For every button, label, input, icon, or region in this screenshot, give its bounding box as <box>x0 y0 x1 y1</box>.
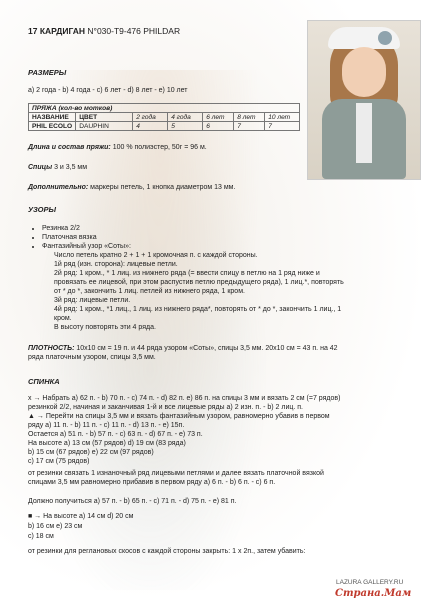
yarn-cell: 5 <box>168 122 203 131</box>
back-line: от резинки связать 1 изнаночный ряд лицевыми петлями и далее вязать платочной вязкой <box>28 470 324 477</box>
back-line: спицами 3,5 мм равномерно прибавив в первом ряду a) 6 п. - b) 6 п. - c) 6 п. <box>28 479 276 486</box>
back-line: резинкой 2/2, начиная и заканчивая 1-й и все лицевые ряды a) 2 изн. п. - b) 2 лиц. п. <box>28 404 303 411</box>
yarn-col-size: 6 лет <box>203 113 234 122</box>
density-text: 10x10 см = 19 п. и 44 ряда узором «Соты», спицы 3,5 мм. 20x10 см = 43 п. на 42 <box>76 345 338 352</box>
pattern-line: провязать ее лицевой, при этом распустив петлю предыдущего ряда), 1 лиц.*, повторять <box>54 279 344 286</box>
yarn-col-size: 10 лет <box>265 113 300 122</box>
back-line: Остается a) 51 п. - b) 57 п. - c) 63 п. - d) 67 п. - e) 73 п. <box>28 431 203 438</box>
title-number: 17 <box>28 26 38 36</box>
model-photo <box>307 20 421 180</box>
yarn-table <box>28 103 300 131</box>
back-line: ■ → На высоте a) 14 см d) 20 см <box>28 513 134 520</box>
length-line <box>28 143 207 152</box>
back-line: c) 18 см <box>28 533 54 540</box>
yarn-col-name: НАЗВАНИЕ <box>29 113 76 122</box>
site-credit: LAZURA GALLERY.RU <box>336 579 404 586</box>
sizes-heading: РАЗМЕРЫ <box>28 68 67 77</box>
needles-text: 3 и 3,5 мм <box>54 164 88 171</box>
pattern-item: • Платочная вязка <box>42 233 131 242</box>
back-line: от резинки для реглановых скосов с каждой стороны закрыть: 1 х 2п., затем убавить: <box>28 548 306 555</box>
yarn-cell: 7 <box>265 122 300 131</box>
yarn-cell: 6 <box>203 122 234 131</box>
yarn-cell: DAUPHIN <box>76 122 133 131</box>
pattern-line: кром. <box>54 315 72 322</box>
pattern-line: от * до *, закончить 1 лиц. петлей из нижнего ряда, 1 кром. <box>54 288 245 295</box>
site-logo: Страна.Мам <box>335 588 412 599</box>
pattern-item: • Резинка 2/2 <box>42 224 131 233</box>
pattern-item: • Фантазийный узор «Соты»: <box>42 242 131 251</box>
yarn-cell: 7 <box>234 122 265 131</box>
yarn-cell: 4 <box>133 122 168 131</box>
page-title <box>28 26 180 36</box>
pattern-line: В высоту повторять эти 4 ряда. <box>54 324 156 331</box>
back-line: ▲ → Перейти на спицы 3,5 мм и вязать фантазийным узором, равномерно убавив в первом <box>28 413 330 420</box>
yarn-cell: PHIL ECOLO <box>29 122 76 131</box>
length-label: Длина и состав пряжи: <box>28 144 111 151</box>
pattern-line: 1й ряд (изн. сторона): лицевые петли. <box>54 261 178 268</box>
back-line: c) 17 см (75 рядов) <box>28 458 90 465</box>
extra-text: маркеры петель, 1 кнопка диаметром 13 мм. <box>90 184 236 191</box>
pattern-line: 3й ряд: лицевые петли. <box>54 297 131 304</box>
sizes-text: a) 2 года - b) 4 года - c) 6 лет - d) 8 лет - e) 10 лет <box>28 87 188 94</box>
density-label: ПЛОТНОСТЬ: <box>28 345 75 352</box>
back-line: b) 16 см e) 23 см <box>28 523 83 530</box>
extra-label: Дополнительно: <box>28 184 89 191</box>
back-line: ряду a) 11 п. - b) 11 п. - c) 11 п. - d) 13 п. - e) 15п. <box>28 422 185 429</box>
needles-line <box>28 163 87 172</box>
yarn-col-size: 8 лет <box>234 113 265 122</box>
yarn-col-color: ЦВЕТ <box>76 113 133 122</box>
length-text: 100 % полиэстер, 50г = 96 м. <box>112 144 207 151</box>
back-line: Должно получиться a) 57 п. - b) 65 п. - c) 71 п. - d) 75 п. - e) 81 п. <box>28 498 237 505</box>
back-line: x → Набрать a) 62 п. - b) 70 п. - c) 74 п. - d) 82 п. e) 86 п. на спицы 3 мм и вязать 2 см (=7 рядов) <box>28 395 341 402</box>
patterns-list <box>28 224 131 251</box>
pattern-line: 2й ряд: 1 кром., * 1 лиц. из нижнего ряда (= ввести спицу в петлю на 1 ряд ниже и <box>54 270 320 277</box>
yarn-header: ПРЯЖА (кол-во мотков) <box>29 104 300 113</box>
title-code: N°030-T9-476 PHILDAR <box>87 26 181 36</box>
back-line: b) 15 см (67 рядов) e) 22 см (97 рядов) <box>28 449 154 456</box>
extra-line <box>28 183 235 192</box>
pattern-line: 4й ряд: 1 кром., *1 лиц., 1 лиц. из нижнего ряда*, повторять от * до *, закончить 1 лиц., 1 <box>54 306 342 313</box>
title-name: КАРДИГАН <box>39 26 86 36</box>
yarn-col-size: 2 года <box>133 113 168 122</box>
density-line-2: ряда платочным узором, спицы 3,5 мм. <box>28 354 156 361</box>
density-line-1 <box>28 344 338 353</box>
back-line: На высоте a) 13 см (57 рядов) d) 19 см (83 ряда) <box>28 440 186 447</box>
needles-label: Спицы <box>28 164 53 171</box>
yarn-col-size: 4 года <box>168 113 203 122</box>
pattern-line: Число петель кратно 2 + 1 + 1 кромочная п. с каждой стороны. <box>54 252 258 259</box>
patterns-heading: УЗОРЫ <box>28 205 56 214</box>
back-heading: СПИНКА <box>28 377 60 386</box>
